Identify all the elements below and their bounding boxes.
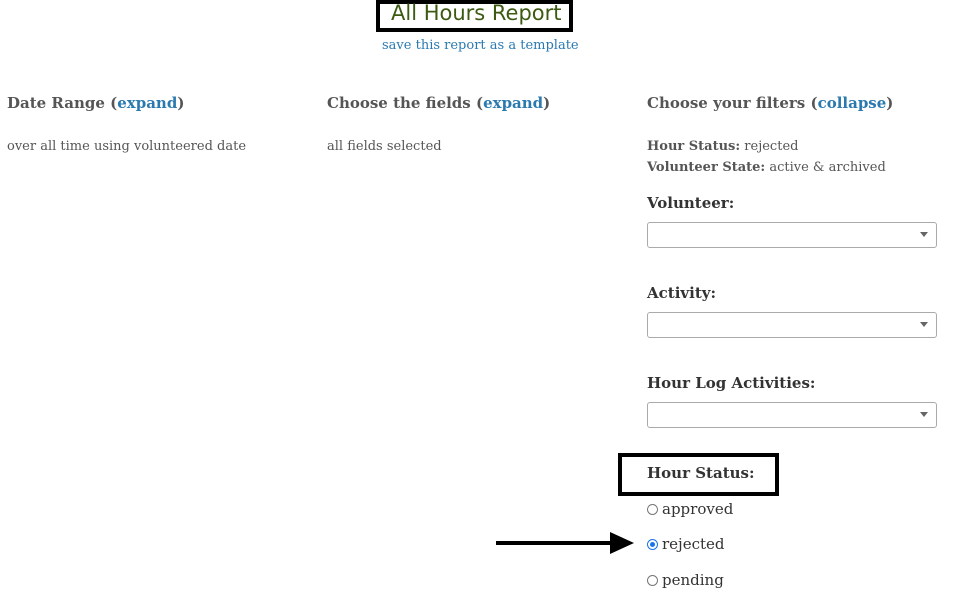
filters-heading-close: ) — [886, 94, 894, 112]
filter-summary-volunteer-state-value: active & archived — [765, 160, 886, 175]
filters-heading-text: Choose your filters ( — [647, 94, 818, 112]
radio-button-checked[interactable] — [647, 539, 658, 550]
fields-expand-link[interactable]: expand — [483, 94, 544, 112]
filter-summary-hour-status-label: Hour Status: — [647, 139, 741, 154]
date-range-expand-link[interactable]: expand — [117, 94, 178, 112]
filter-summary-volunteer-state — [647, 160, 886, 175]
date-range-heading — [7, 94, 184, 112]
hour-log-activities-select[interactable] — [647, 402, 937, 428]
filter-summary-volunteer-state-label: Volunteer State: — [647, 160, 766, 175]
hour-log-activities-label: Hour Log Activities: — [647, 374, 816, 392]
arrow-head-icon — [610, 532, 634, 554]
volunteer-label: Volunteer: — [647, 194, 735, 212]
radio-button[interactable] — [647, 504, 658, 515]
filter-summary-hour-status-value: rejected — [740, 139, 799, 154]
chevron-down-icon — [920, 232, 928, 237]
chevron-down-icon — [920, 322, 928, 327]
arrow-right-icon — [496, 541, 612, 545]
radio-label: rejected — [662, 535, 725, 553]
activity-label: Activity: — [647, 284, 716, 302]
radio-label: pending — [662, 571, 724, 589]
date-range-heading-close: ) — [177, 94, 185, 112]
fields-heading-close: ) — [543, 94, 551, 112]
hour-status-label: Hour Status: — [647, 464, 755, 482]
hour-status-option-rejected[interactable] — [647, 534, 724, 554]
activity-select[interactable] — [647, 312, 937, 338]
fields-heading — [327, 94, 550, 112]
date-range-summary: over all time using volunteered date — [7, 139, 247, 154]
fields-heading-text: Choose the fields ( — [327, 94, 484, 112]
radio-button[interactable] — [647, 575, 658, 586]
filters-heading — [647, 94, 893, 112]
filters-collapse-link[interactable]: collapse — [817, 94, 887, 112]
date-range-heading-text: Date Range ( — [7, 94, 118, 112]
page-title: All Hours Report — [391, 1, 562, 25]
hour-status-option-pending[interactable] — [647, 570, 724, 590]
chevron-down-icon — [920, 412, 928, 417]
fields-summary: all fields selected — [327, 139, 442, 154]
volunteer-select[interactable] — [647, 222, 937, 248]
filter-summary-hour-status — [647, 139, 798, 154]
radio-label: approved — [662, 500, 734, 518]
hour-status-option-approved[interactable] — [647, 499, 733, 519]
save-template-link[interactable]: save this report as a template — [382, 38, 579, 53]
